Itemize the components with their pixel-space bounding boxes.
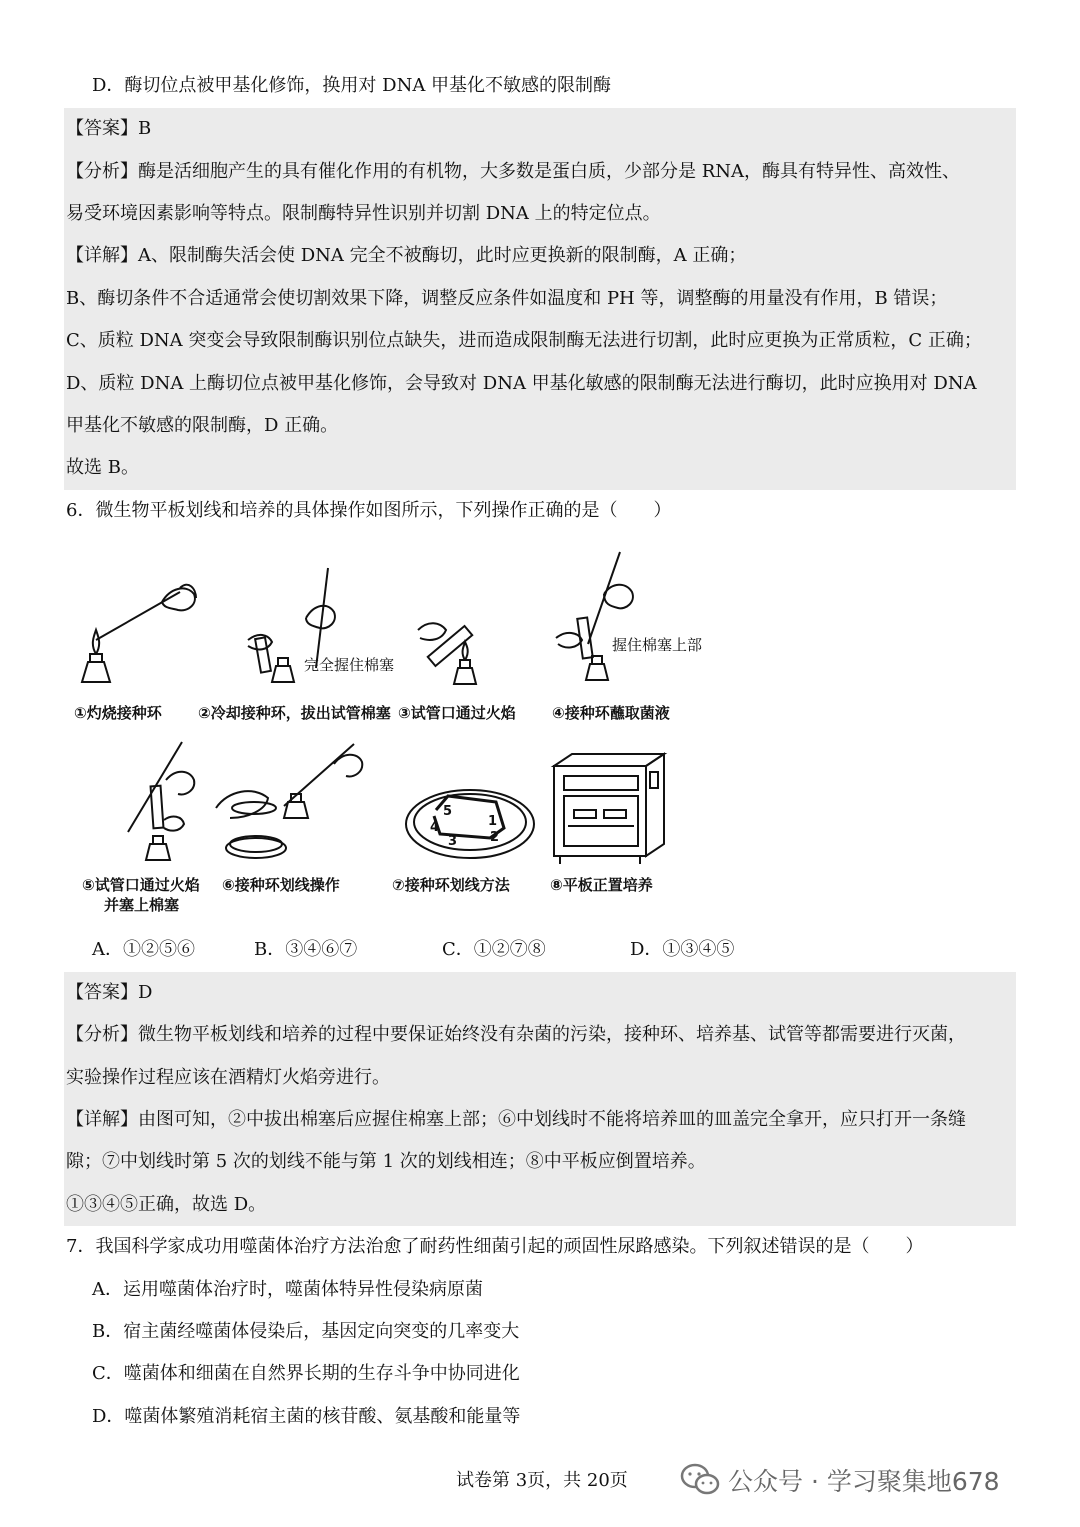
q5-analysis-line-1: 【分析】酶是活细胞产生的具有催化作用的有机物，大多数是蛋白质，少部分是 RNA，酶具有特异性、高效性、 bbox=[66, 161, 961, 182]
streak-number-1: 1 bbox=[488, 814, 498, 829]
caption-8: ⑧平板正置培养 bbox=[550, 876, 653, 894]
caption-7: ⑦接种环划线方法 bbox=[392, 876, 510, 894]
q6-answer-block bbox=[64, 972, 1016, 1226]
q6-detail-line-3: ①③④⑤正确，故选 D。 bbox=[66, 1194, 267, 1215]
q6-stem: 6．微生物平板划线和培养的具体操作如图所示，下列操作正确的是（ ） bbox=[66, 500, 672, 521]
caption-6: ⑥接种环划线操作 bbox=[222, 876, 340, 894]
q6-option-b: B．③④⑥⑦ bbox=[254, 939, 358, 960]
q7-option-a: A．运用噬菌体治疗时，噬菌体特异性侵染病原菌 bbox=[92, 1279, 483, 1300]
streak-number-2: 2 bbox=[490, 830, 500, 845]
watermark bbox=[680, 1462, 1000, 1498]
cool-loop-drawing bbox=[228, 560, 368, 700]
q6-option-c: C．①②⑦⑧ bbox=[442, 939, 546, 960]
q7-stem: 7．我国科学家成功用噬菌体治疗方法治愈了耐药性细菌引起的顽固性尿路感染。下列叙述错误的是（ ） bbox=[66, 1236, 924, 1257]
q6-detail-line-2: 隙；⑦中划线时第 5 次的划线不能与第 1 次的划线相连；⑧中平板应倒置培养。 bbox=[66, 1151, 706, 1172]
caption-5b: 并塞上棉塞 bbox=[104, 896, 180, 914]
q6-figure bbox=[60, 540, 760, 920]
watermark-text: 公众号 · 学习聚集地678 bbox=[728, 1467, 1000, 1496]
caption-4: ④接种环蘸取菌液 bbox=[552, 704, 670, 722]
caption-5a: ⑤试管口通过火焰 bbox=[82, 876, 200, 894]
streak-number-5: 5 bbox=[443, 804, 453, 819]
q7-option-b: B．宿主菌经噬菌体侵染后，基因定向突变的几率变大 bbox=[92, 1321, 520, 1342]
q5-detail-line-5: 甲基化不敏感的限制酶，D 正确。 bbox=[66, 415, 339, 436]
streak-number-3: 3 bbox=[448, 834, 458, 849]
q5-detail-line-6: 故选 B。 bbox=[66, 457, 139, 478]
incubator-drawing bbox=[550, 752, 670, 868]
wechat-icon bbox=[680, 1462, 720, 1498]
dip-loop-drawing bbox=[550, 548, 680, 698]
q6-detail-line-1: 【详解】由图可知，②中拔出棉塞后应握住棉塞上部；⑥中划线时不能将培养皿的皿盖完全拿开，应只打开一条缝 bbox=[66, 1109, 966, 1130]
callout-top-grip: 握住棉塞上部 bbox=[612, 636, 703, 654]
q6-option-d: D．①③④⑤ bbox=[630, 939, 735, 960]
q6-analysis-line-1: 【分析】微生物平板划线和培养的过程中要保证始终没有杂菌的污染，接种环、培养基、试管等都需要进行灭菌， bbox=[66, 1024, 966, 1045]
burning-loop-drawing bbox=[70, 570, 210, 700]
q5-option-d: D．酶切位点被甲基化修饰，换用对 DNA 甲基化不敏感的限制酶 bbox=[92, 75, 612, 96]
page-footer: 试卷第 3页，共 20页 bbox=[456, 1470, 628, 1491]
q5-detail-line-2: B、酶切条件不合适通常会使切割效果下降，调整反应条件如温度和 PH 等，调整酶的用量没有作用，B 错误； bbox=[66, 288, 948, 309]
q6-answer: 【答案】D bbox=[66, 982, 153, 1003]
q7-option-c: C．噬菌体和细菌在自然界长期的生存斗争中协同进化 bbox=[92, 1363, 520, 1384]
q5-detail-line-3: C、质粒 DNA 突变会导致限制酶识别位点缺失，进而造成限制酶无法进行切割，此时应更换为正常质粒，C 正确； bbox=[66, 330, 982, 351]
callout-full-grip: 完全握住棉塞 bbox=[304, 656, 395, 674]
q5-detail-line-1: 【详解】A、限制酶失活会使 DNA 完全不被酶切，此时应更换新的限制酶，A 正确； bbox=[66, 245, 747, 266]
q7-option-d: D．噬菌体繁殖消耗宿主菌的核苷酸、氨基酸和能量等 bbox=[92, 1406, 521, 1427]
caption-1: ①灼烧接种环 bbox=[74, 704, 162, 722]
q6-option-a: A．①②⑤⑥ bbox=[92, 939, 195, 960]
tube-flame-drawing bbox=[410, 600, 520, 700]
q5-analysis-line-2: 易受环境因素影响等特点。限制酶特异性识别并切割 DNA 上的特定位点。 bbox=[66, 203, 661, 224]
q5-detail-line-4: D、质粒 DNA 上酶切位点被甲基化修饰，会导致对 DNA 甲基化敏感的限制酶无法进行酶切，此时应换用对 DNA bbox=[66, 373, 977, 394]
streak-operation-drawing bbox=[208, 736, 378, 866]
caption-2: ②冷却接种环，拔出试管棉塞 bbox=[198, 704, 391, 722]
q5-answer: 【答案】B bbox=[66, 118, 152, 139]
caption-3: ③试管口通过火焰 bbox=[398, 704, 516, 722]
q6-analysis-line-2: 实验操作过程应该在酒精灯火焰旁进行。 bbox=[66, 1067, 390, 1088]
streak-method-drawing bbox=[400, 776, 540, 866]
streak-number-4: 4 bbox=[430, 820, 440, 835]
